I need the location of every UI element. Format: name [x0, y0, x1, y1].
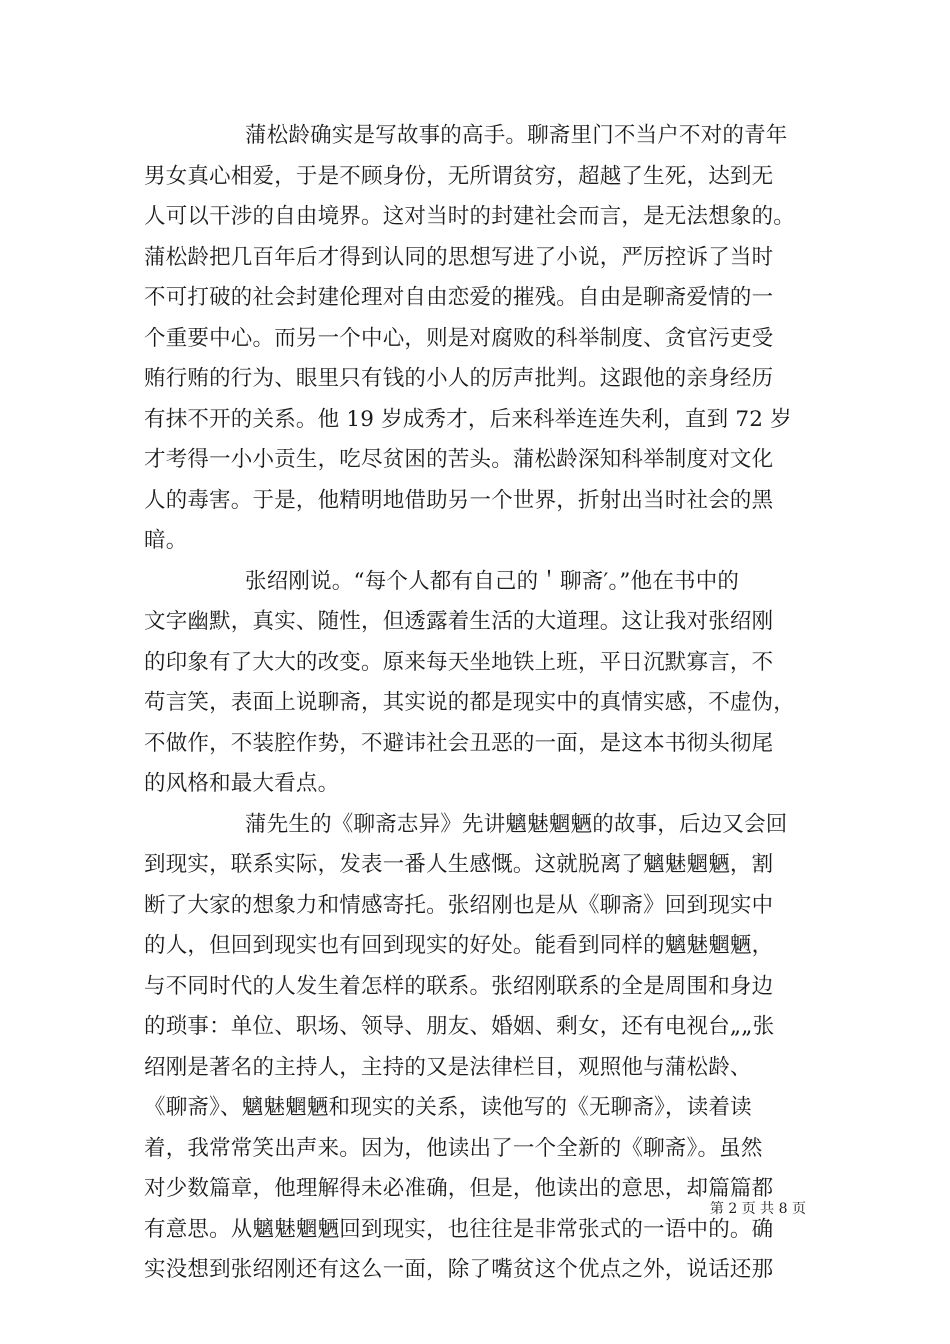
text-line: 张绍刚说。“每个人都有自己的＇聊斋′。”他在书中的	[245, 568, 740, 594]
text-line: 的印象有了大大的改变。原来每天坐地铁上班，平日沉默寡言，不	[144, 649, 774, 675]
text-line: 实没想到张绍刚还有这么一面，除了嘴贫这个优点之外，说话还那	[144, 1257, 774, 1282]
text-line: 男女真心相爱，于是不顾身份，无所谓贫穷，超越了生死，达到无	[144, 163, 774, 189]
paragraph-3	[144, 805, 808, 1291]
text-line: 蒲松龄把几百年后才得到认同的思想写进了小说，严厉控诉了当时	[144, 244, 774, 270]
document-body	[144, 116, 808, 1291]
text-line: 的琐事：单位、职场、领导、朋友、婚姻、剩女，还有电视台„„张	[144, 1014, 775, 1039]
text-line: 人可以干涉的自由境界。这对当时的封建社会而言，是无法想象的。	[144, 204, 796, 229]
text-line: 苟言笑，表面上说聊斋，其实说的都是现实中的真情实感，不虚伪，	[144, 690, 796, 715]
text-line: 个重要中心。而另一个中心，则是对腐败的科举制度、贪官污吏受	[144, 325, 774, 351]
text-line: 不做作，不装腔作势，不避讳社会丑恶的一面，是这本书彻头彻尾	[144, 730, 774, 756]
text-line: 与不同时代的人发生着怎样的联系。张绍刚联系的全是周围和身边	[144, 973, 774, 999]
text-line: 到现实，联系实际，发表一番人生感慨。这就脱离了魑魅魍魉，割	[144, 852, 774, 877]
text-line: 绍刚是著名的主持人，主持的又是法律栏目，观照他与蒲松龄、	[144, 1054, 752, 1080]
text-line: 蒲先生的《聊斋志异》先讲魑魅魍魉的故事，后边又会回	[245, 811, 788, 837]
text-line: 文字幽默，真实、随性，但透露着生活的大道理。这让我对张绍刚	[144, 609, 774, 634]
text-line: 的人，但回到现实也有回到现实的好处。能看到同样的魑魅魍魉，	[144, 933, 774, 958]
text-line: 对少数篇章，他理解得未必准确，但是，他读出的意思，却篇篇都	[144, 1176, 774, 1201]
text-line: 贿行贿的行为、眼里只有钱的小人的厉声批判。这跟他的亲身经历	[144, 366, 774, 391]
text-line: 断了大家的想象力和情感寄托。张绍刚也是从《聊斋》回到现实中	[144, 892, 774, 918]
paragraph-1	[144, 116, 808, 562]
text-line: 着，我常常笑出声来。因为，他读出了一个全新的《聊斋》。虽然	[144, 1135, 763, 1161]
text-line: 蒲松龄确实是写故事的高手。聊斋里门不当户不对的青年	[245, 123, 788, 148]
text-line: 暗。	[144, 528, 188, 553]
text-line: 《聊斋》、魑魅魍魉和现实的关系，读他写的《无聊斋》，读着读	[144, 1095, 752, 1120]
text-line: 人的毒害。于是，他精明地借助另一个世界，折射出当时社会的黑	[144, 487, 774, 513]
paragraph-2	[144, 562, 808, 805]
text-line: 不可打破的社会封建伦理对自由恋爱的摧残。自由是聊斋爱情的一	[144, 285, 774, 310]
text-line: 的风格和最大看点。	[144, 771, 340, 796]
text-line: 有抹不开的关系。他 19 岁成秀才，后来科举连连失利，直到 72 岁	[144, 406, 792, 432]
page-number-footer: 第 2 页 共 8 页	[709, 1201, 806, 1217]
text-line: 才考得一小小贡生，吃尽贫困的苦头。蒲松龄深知科举制度对文化	[144, 447, 774, 472]
text-line: 有意思。从魑魅魍魉回到现实，也往往是非常张式的一语中的。确	[144, 1216, 774, 1242]
